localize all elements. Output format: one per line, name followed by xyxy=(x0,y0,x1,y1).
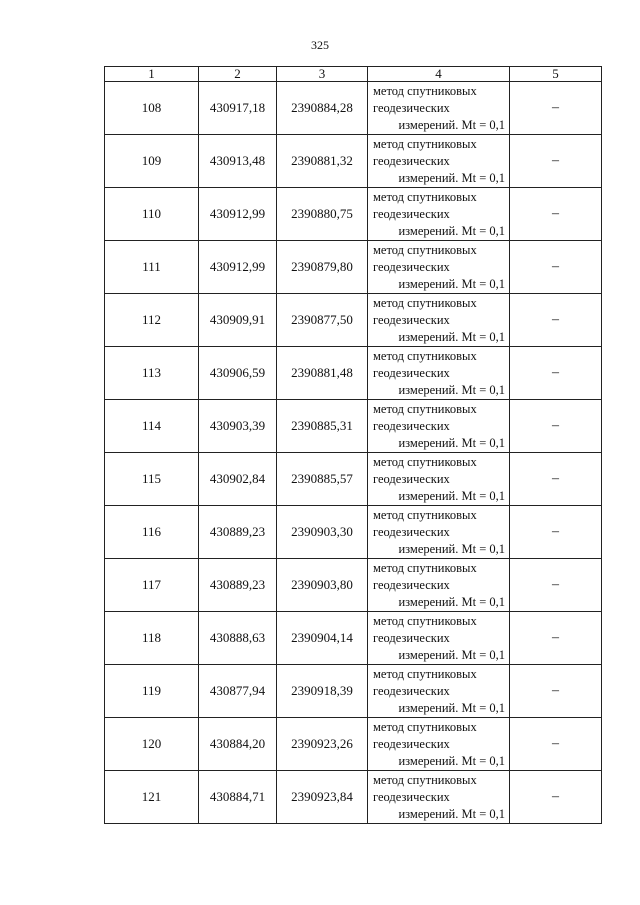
x-coordinate-cell: 430889,23 xyxy=(199,559,277,612)
method-cell xyxy=(368,453,510,506)
method-line: метод спутниковых xyxy=(373,613,477,628)
y-coordinate-cell: 2390923,84 xyxy=(277,771,368,824)
method-line: измерений. Mt = 0,1 xyxy=(398,488,505,503)
x-coordinate-cell: 430917,18 xyxy=(199,82,277,135)
method-line: метод спутниковых xyxy=(373,189,477,204)
method-line: метод спутниковых xyxy=(373,83,477,98)
method-line: геодезических xyxy=(373,153,450,168)
note-cell: – xyxy=(510,453,602,506)
table-row xyxy=(105,188,602,241)
column-header-2: 2 xyxy=(199,67,277,82)
point-number-cell: 115 xyxy=(105,453,199,506)
method-line: измерений. Mt = 0,1 xyxy=(398,594,505,609)
x-coordinate-cell: 430902,84 xyxy=(199,453,277,506)
method-cell xyxy=(368,612,510,665)
method-line: метод спутниковых xyxy=(373,666,477,681)
note-cell: – xyxy=(510,400,602,453)
method-line: метод спутниковых xyxy=(373,136,477,151)
point-number-cell: 116 xyxy=(105,506,199,559)
y-coordinate-cell: 2390881,32 xyxy=(277,135,368,188)
method-line: метод спутниковых xyxy=(373,454,477,469)
table-row xyxy=(105,718,602,771)
method-cell xyxy=(368,188,510,241)
point-number-cell: 118 xyxy=(105,612,199,665)
method-line: геодезических xyxy=(373,736,450,751)
x-coordinate-cell: 430912,99 xyxy=(199,241,277,294)
method-cell xyxy=(368,506,510,559)
point-number-cell: 114 xyxy=(105,400,199,453)
x-coordinate-cell: 430912,99 xyxy=(199,188,277,241)
method-line: метод спутниковых xyxy=(373,772,477,787)
method-line: измерений. Mt = 0,1 xyxy=(398,170,505,185)
method-line: измерений. Mt = 0,1 xyxy=(398,753,505,768)
x-coordinate-cell: 430909,91 xyxy=(199,294,277,347)
point-number-cell: 112 xyxy=(105,294,199,347)
method-line: геодезических xyxy=(373,100,450,115)
table-row xyxy=(105,82,602,135)
note-cell: – xyxy=(510,771,602,824)
y-coordinate-cell: 2390903,30 xyxy=(277,506,368,559)
method-line: геодезических xyxy=(373,418,450,433)
method-cell xyxy=(368,559,510,612)
method-line: геодезических xyxy=(373,312,450,327)
method-line: измерений. Mt = 0,1 xyxy=(398,276,505,291)
method-cell xyxy=(368,771,510,824)
table-row xyxy=(105,771,602,824)
point-number-cell: 109 xyxy=(105,135,199,188)
method-line: геодезических xyxy=(373,365,450,380)
page-number: 325 xyxy=(311,38,329,52)
method-line: измерений. Mt = 0,1 xyxy=(398,223,505,238)
method-line: метод спутниковых xyxy=(373,560,477,575)
method-line: метод спутниковых xyxy=(373,242,477,257)
coordinates-table xyxy=(104,66,602,824)
method-line: измерений. Mt = 0,1 xyxy=(398,700,505,715)
method-line: геодезических xyxy=(373,683,450,698)
table-row xyxy=(105,135,602,188)
note-cell: – xyxy=(510,188,602,241)
x-coordinate-cell: 430903,39 xyxy=(199,400,277,453)
method-cell xyxy=(368,400,510,453)
note-cell: – xyxy=(510,559,602,612)
method-cell xyxy=(368,241,510,294)
y-coordinate-cell: 2390885,31 xyxy=(277,400,368,453)
table-row xyxy=(105,665,602,718)
point-number-cell: 119 xyxy=(105,665,199,718)
point-number-cell: 108 xyxy=(105,82,199,135)
method-cell xyxy=(368,665,510,718)
column-header-4: 4 xyxy=(368,67,510,82)
table-row xyxy=(105,400,602,453)
point-number-cell: 110 xyxy=(105,188,199,241)
note-cell: – xyxy=(510,347,602,400)
method-line: метод спутниковых xyxy=(373,507,477,522)
method-cell xyxy=(368,347,510,400)
method-line: геодезических xyxy=(373,259,450,274)
method-line: метод спутниковых xyxy=(373,719,477,734)
method-cell xyxy=(368,718,510,771)
method-line: измерений. Mt = 0,1 xyxy=(398,435,505,450)
method-line: геодезических xyxy=(373,471,450,486)
y-coordinate-cell: 2390904,14 xyxy=(277,612,368,665)
method-line: измерений. Mt = 0,1 xyxy=(398,806,505,821)
method-line: метод спутниковых xyxy=(373,401,477,416)
table-row xyxy=(105,612,602,665)
y-coordinate-cell: 2390880,75 xyxy=(277,188,368,241)
method-line: метод спутниковых xyxy=(373,295,477,310)
method-line: геодезических xyxy=(373,524,450,539)
point-number-cell: 121 xyxy=(105,771,199,824)
x-coordinate-cell: 430889,23 xyxy=(199,506,277,559)
table-body xyxy=(105,82,602,824)
table-row xyxy=(105,453,602,506)
point-number-cell: 117 xyxy=(105,559,199,612)
note-cell: – xyxy=(510,82,602,135)
method-line: измерений. Mt = 0,1 xyxy=(398,382,505,397)
table-header-row xyxy=(105,67,602,82)
table-row xyxy=(105,559,602,612)
y-coordinate-cell: 2390877,50 xyxy=(277,294,368,347)
table-row xyxy=(105,294,602,347)
method-line: геодезических xyxy=(373,789,450,804)
note-cell: – xyxy=(510,506,602,559)
x-coordinate-cell: 430906,59 xyxy=(199,347,277,400)
note-cell: – xyxy=(510,665,602,718)
method-cell xyxy=(368,82,510,135)
method-line: измерений. Mt = 0,1 xyxy=(398,541,505,556)
y-coordinate-cell: 2390923,26 xyxy=(277,718,368,771)
y-coordinate-cell: 2390879,80 xyxy=(277,241,368,294)
method-line: геодезических xyxy=(373,630,450,645)
method-line: геодезических xyxy=(373,206,450,221)
table-row xyxy=(105,506,602,559)
point-number-cell: 120 xyxy=(105,718,199,771)
method-cell xyxy=(368,294,510,347)
y-coordinate-cell: 2390903,80 xyxy=(277,559,368,612)
table-row xyxy=(105,347,602,400)
note-cell: – xyxy=(510,718,602,771)
point-number-cell: 113 xyxy=(105,347,199,400)
column-header-1: 1 xyxy=(105,67,199,82)
x-coordinate-cell: 430888,63 xyxy=(199,612,277,665)
note-cell: – xyxy=(510,294,602,347)
point-number-cell: 111 xyxy=(105,241,199,294)
y-coordinate-cell: 2390884,28 xyxy=(277,82,368,135)
note-cell: – xyxy=(510,241,602,294)
table-row xyxy=(105,241,602,294)
method-line: измерений. Mt = 0,1 xyxy=(398,647,505,662)
note-cell: – xyxy=(510,135,602,188)
x-coordinate-cell: 430884,20 xyxy=(199,718,277,771)
method-cell xyxy=(368,135,510,188)
column-header-5: 5 xyxy=(510,67,602,82)
x-coordinate-cell: 430913,48 xyxy=(199,135,277,188)
y-coordinate-cell: 2390881,48 xyxy=(277,347,368,400)
y-coordinate-cell: 2390885,57 xyxy=(277,453,368,506)
column-header-3: 3 xyxy=(277,67,368,82)
x-coordinate-cell: 430884,71 xyxy=(199,771,277,824)
y-coordinate-cell: 2390918,39 xyxy=(277,665,368,718)
method-line: измерений. Mt = 0,1 xyxy=(398,117,505,132)
method-line: метод спутниковых xyxy=(373,348,477,363)
x-coordinate-cell: 430877,94 xyxy=(199,665,277,718)
method-line: измерений. Mt = 0,1 xyxy=(398,329,505,344)
method-line: геодезических xyxy=(373,577,450,592)
note-cell: – xyxy=(510,612,602,665)
